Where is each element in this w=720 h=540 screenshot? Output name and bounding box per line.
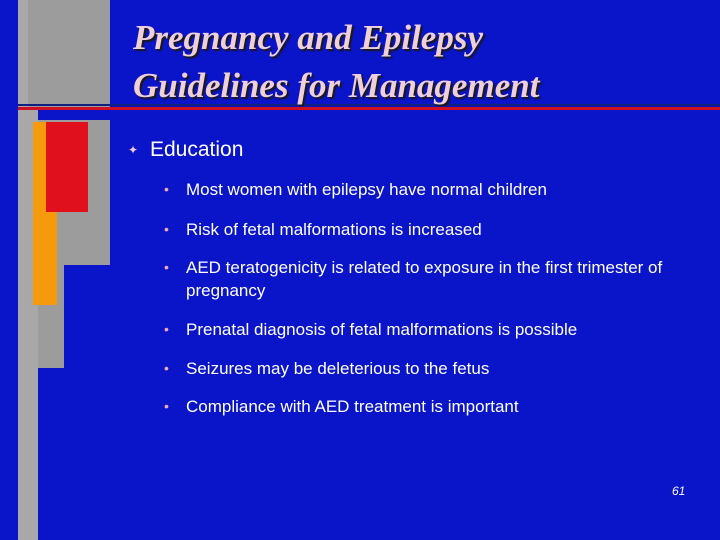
list-item-text: Risk of fetal malformations is increased: [186, 220, 482, 239]
dot-bullet-icon: •: [164, 398, 169, 414]
list-item-text: Seizures may be deleterious to the fetus: [186, 359, 490, 378]
dot-bullet-icon: •: [164, 321, 169, 337]
dot-bullet-icon: •: [164, 221, 169, 237]
dot-bullet-icon: •: [164, 360, 169, 376]
list-item: [164, 256, 664, 302]
slide-title: [133, 14, 539, 110]
decorative-red-block: [46, 122, 88, 212]
page-number: 61: [672, 484, 686, 498]
decorative-gray-block-top: [28, 0, 110, 108]
diamond-bullet-icon: ✦: [128, 143, 139, 157]
dot-bullet-icon: •: [164, 181, 169, 197]
title-line-1: Pregnancy and Epilepsy: [133, 18, 483, 57]
list-item: [164, 218, 664, 241]
list-item-text: Compliance with AED treatment is important: [186, 397, 519, 416]
list-item: [164, 178, 664, 201]
list-item: [164, 357, 664, 380]
list-item: [164, 395, 664, 418]
main-bullet: [128, 138, 243, 162]
main-bullet-label: Education: [150, 138, 244, 161]
list-item-text: Prenatal diagnosis of fetal malformations is possible: [186, 320, 578, 339]
title-line-2: Guidelines for Management: [133, 66, 540, 105]
list-item: [164, 318, 664, 341]
dot-bullet-icon: •: [164, 259, 169, 275]
list-item-text: AED teratogenicity is related to exposure in the first trimester of pregnancy: [186, 258, 663, 300]
list-item-text: Most women with epilepsy have normal children: [186, 180, 547, 199]
